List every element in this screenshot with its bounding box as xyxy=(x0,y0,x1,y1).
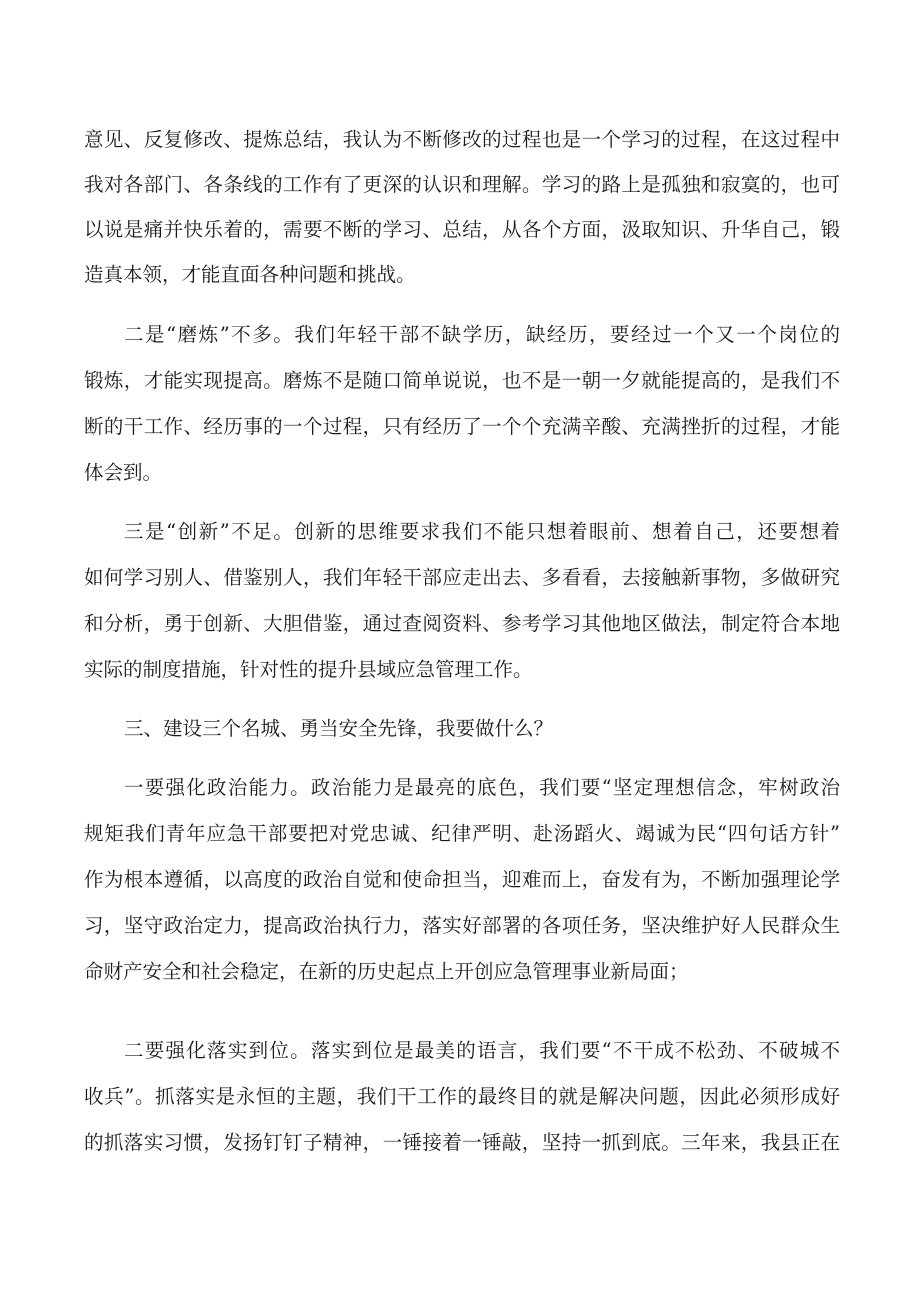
paragraph-2-line-2: 锻炼，才能实现提高。磨炼不是随口简单说说，也不是一朝一夕就能提高的，是我们不 xyxy=(84,369,840,392)
paragraph-1-line-2: 我对各部门、各条线的工作有了更深的认识和理解。学习的路上是孤独和寂寞的，也可 xyxy=(84,173,840,196)
paragraph-4-line-5: 命财产安全和社会稳定，在新的历史起点上开创应急管理事业新局面； xyxy=(84,960,689,983)
paragraph-5-line-2: 收兵”。抓落实是永恒的主题，我们干工作的最终目的就是解决问题，因此必须形成好 xyxy=(84,1085,840,1108)
paragraph-2-line-1: 二是“磨炼”不多。我们年轻干部不缺学历，缺经历，要经过一个又一个岗位的 xyxy=(124,323,840,346)
paragraph-4-line-4: 习，坚守政治定力，提高政治执行力，落实好部署的各项任务，坚决维护好人民群众生 xyxy=(84,914,840,937)
paragraph-1-line-3: 以说是痛并快乐着的，需要不断的学习、总结，从各个方面，汲取知识、升华自己，锻 xyxy=(84,218,840,241)
paragraph-2-line-3: 断的干工作、经历事的一个过程，只有经历了一个个充满辛酸、充满挫折的过程，才能 xyxy=(84,415,840,438)
paragraph-4-line-1: 一要强化政治能力。政治能力是最亮的底色，我们要“坚定理想信念，牢树政治 xyxy=(124,776,840,799)
paragraph-3-line-4: 实际的制度措施，针对性的提升县域应急管理工作。 xyxy=(84,658,533,681)
paragraph-5-line-3: 的抓落实习惯，发扬钉钉子精神，一锤接着一锤敲，坚持一抓到底。三年来，我县正在 xyxy=(84,1131,840,1154)
paragraph-3-line-2: 如何学习别人、借鉴别人，我们年轻干部应走出去、多看看，去接触新事物，多做研究 xyxy=(84,566,840,589)
paragraph-5-line-1: 二要强化落实到位。落实到位是最美的语言，我们要“不干成不松劲、不破城不 xyxy=(124,1039,840,1062)
paragraph-1-line-1: 意见、反复修改、提炼总结，我认为不断修改的过程也是一个学习的过程，在这过程中 xyxy=(84,128,840,151)
paragraph-3-line-1: 三是“创新”不足。创新的思维要求我们不能只想着眼前、想着自己，还要想着 xyxy=(124,520,840,543)
section-heading-3: 三、建设三个名城、勇当安全先锋，我要做什么？ xyxy=(124,717,554,740)
paragraph-4-line-3: 作为根本遵循，以高度的政治自觉和使命担当，迎难而上，奋发有为，不断加强理论学 xyxy=(84,868,840,891)
paragraph-4-line-2: 规矩我们青年应急干部要把对党忠诚、纪律严明、赴汤蹈火、竭诚为民“四句话方针” xyxy=(84,822,840,845)
paragraph-3-line-3: 和分析，勇于创新、大胆借鉴，通过查阅资料、参考学习其他地区做法，制定符合本地 xyxy=(84,612,840,635)
paragraph-2-line-4: 体会到。 xyxy=(84,461,163,484)
paragraph-1-line-4: 造真本领，才能直面各种问题和挑战。 xyxy=(84,263,416,286)
